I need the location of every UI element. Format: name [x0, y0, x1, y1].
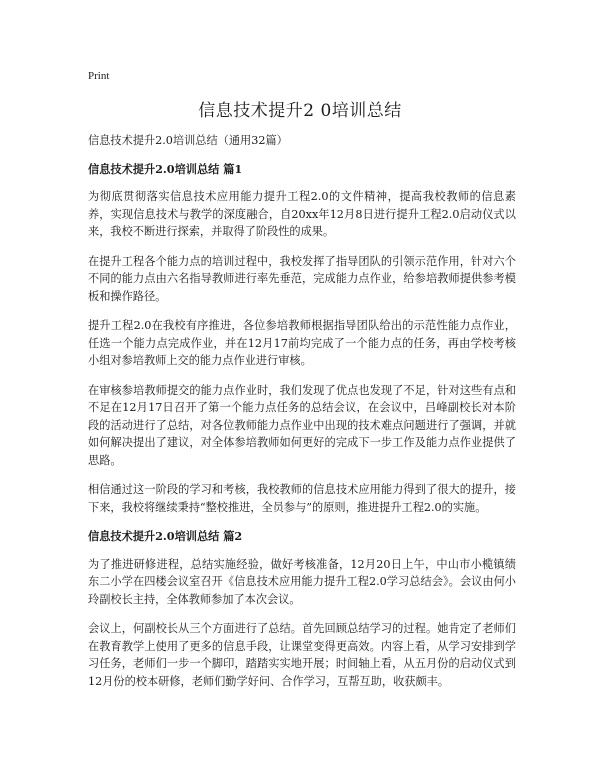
paragraph: 在提升工程各个能力点的培训过程中，我校发挥了指导团队的引领示范作用，针对六个不同的能力点由六名指导教师进行率先垂范，完成能力点作业，给参培教师提供参考模板和操作路径。	[88, 254, 516, 303]
document-body	[88, 132, 516, 702]
print-label[interactable]: Print	[88, 70, 110, 82]
paragraph: 为彻底贯彻落实信息技术应用能力提升工程2.0的文件精神，提高我校教师的信息素养，实现信息技术与教学的深度融合，自20xx年12月8日进行提升工程2.0启动仪式以来，我校不断进行探索，并取得了阶段性的成果。	[88, 190, 516, 238]
paragraph: 提升工程2.0在我校有序推进，各位参培教师根据指导团队给出的示范性能力点作业，任选一个能力点完成作业，并在12月17前均完成了一个能力点的任务，再由学校考核小组对参培教师上交的能力点作业进行审核。	[88, 319, 516, 367]
paragraph: 会议上，何副校长从三个方面进行了总结。首先回顾总结学习的过程。她肯定了老师们在教育教学上使用了更多的信息手段，让课堂变得更高效。内容上看，从学习安排到学习任务，老师们一步一个脚印，踏踏实实地开展；时间轴上看，从五月份的启动仪式到12月份的校本研修，老师们勤学好问、合作学习，互帮互助，收获颇丰。	[88, 622, 516, 688]
paragraph: 相信通过这一阶段的学习和考核，我校教师的信息技术应用能力得到了很大的提升，接下来，我校将继续秉持“整校推进，全员参与”的原则，推进提升工程2.0的实施。	[88, 483, 516, 514]
paragraph: 在审核参培教师提交的能力点作业时，我们发现了优点也发现了不足，针对这些有点和不足在12月17日召开了第一个能力点任务的总结会议，在会议中，吕峰副校长对本阶段的活动进行了总结，对各位教师能力点作业中出现的技术难点问题进行了强调，并就如何解决提出了建议，对全体参培教师如何更好的完成下一步工作及能力点作业提供了思路。	[88, 383, 516, 467]
section-heading-1: 信息技术提升2.0培训总结 篇1	[88, 161, 243, 176]
document-title: 信息技术提升2 0培训总结	[198, 101, 402, 121]
paragraph: 为了推进研修进程，总结实施经验，做好考核准备，12月20日上午，中山市小榄镇绩东二小学在四楼会议室召开《信息技术应用能力提升工程2.0学习总结会》。会议由何小玲副校长主持，全体教师参加了本次会议。	[88, 557, 516, 606]
section-heading-2: 信息技术提升2.0培训总结 篇2	[88, 529, 243, 543]
document-subtitle: 信息技术提升2.0培训总结（通用32篇）	[88, 134, 288, 147]
